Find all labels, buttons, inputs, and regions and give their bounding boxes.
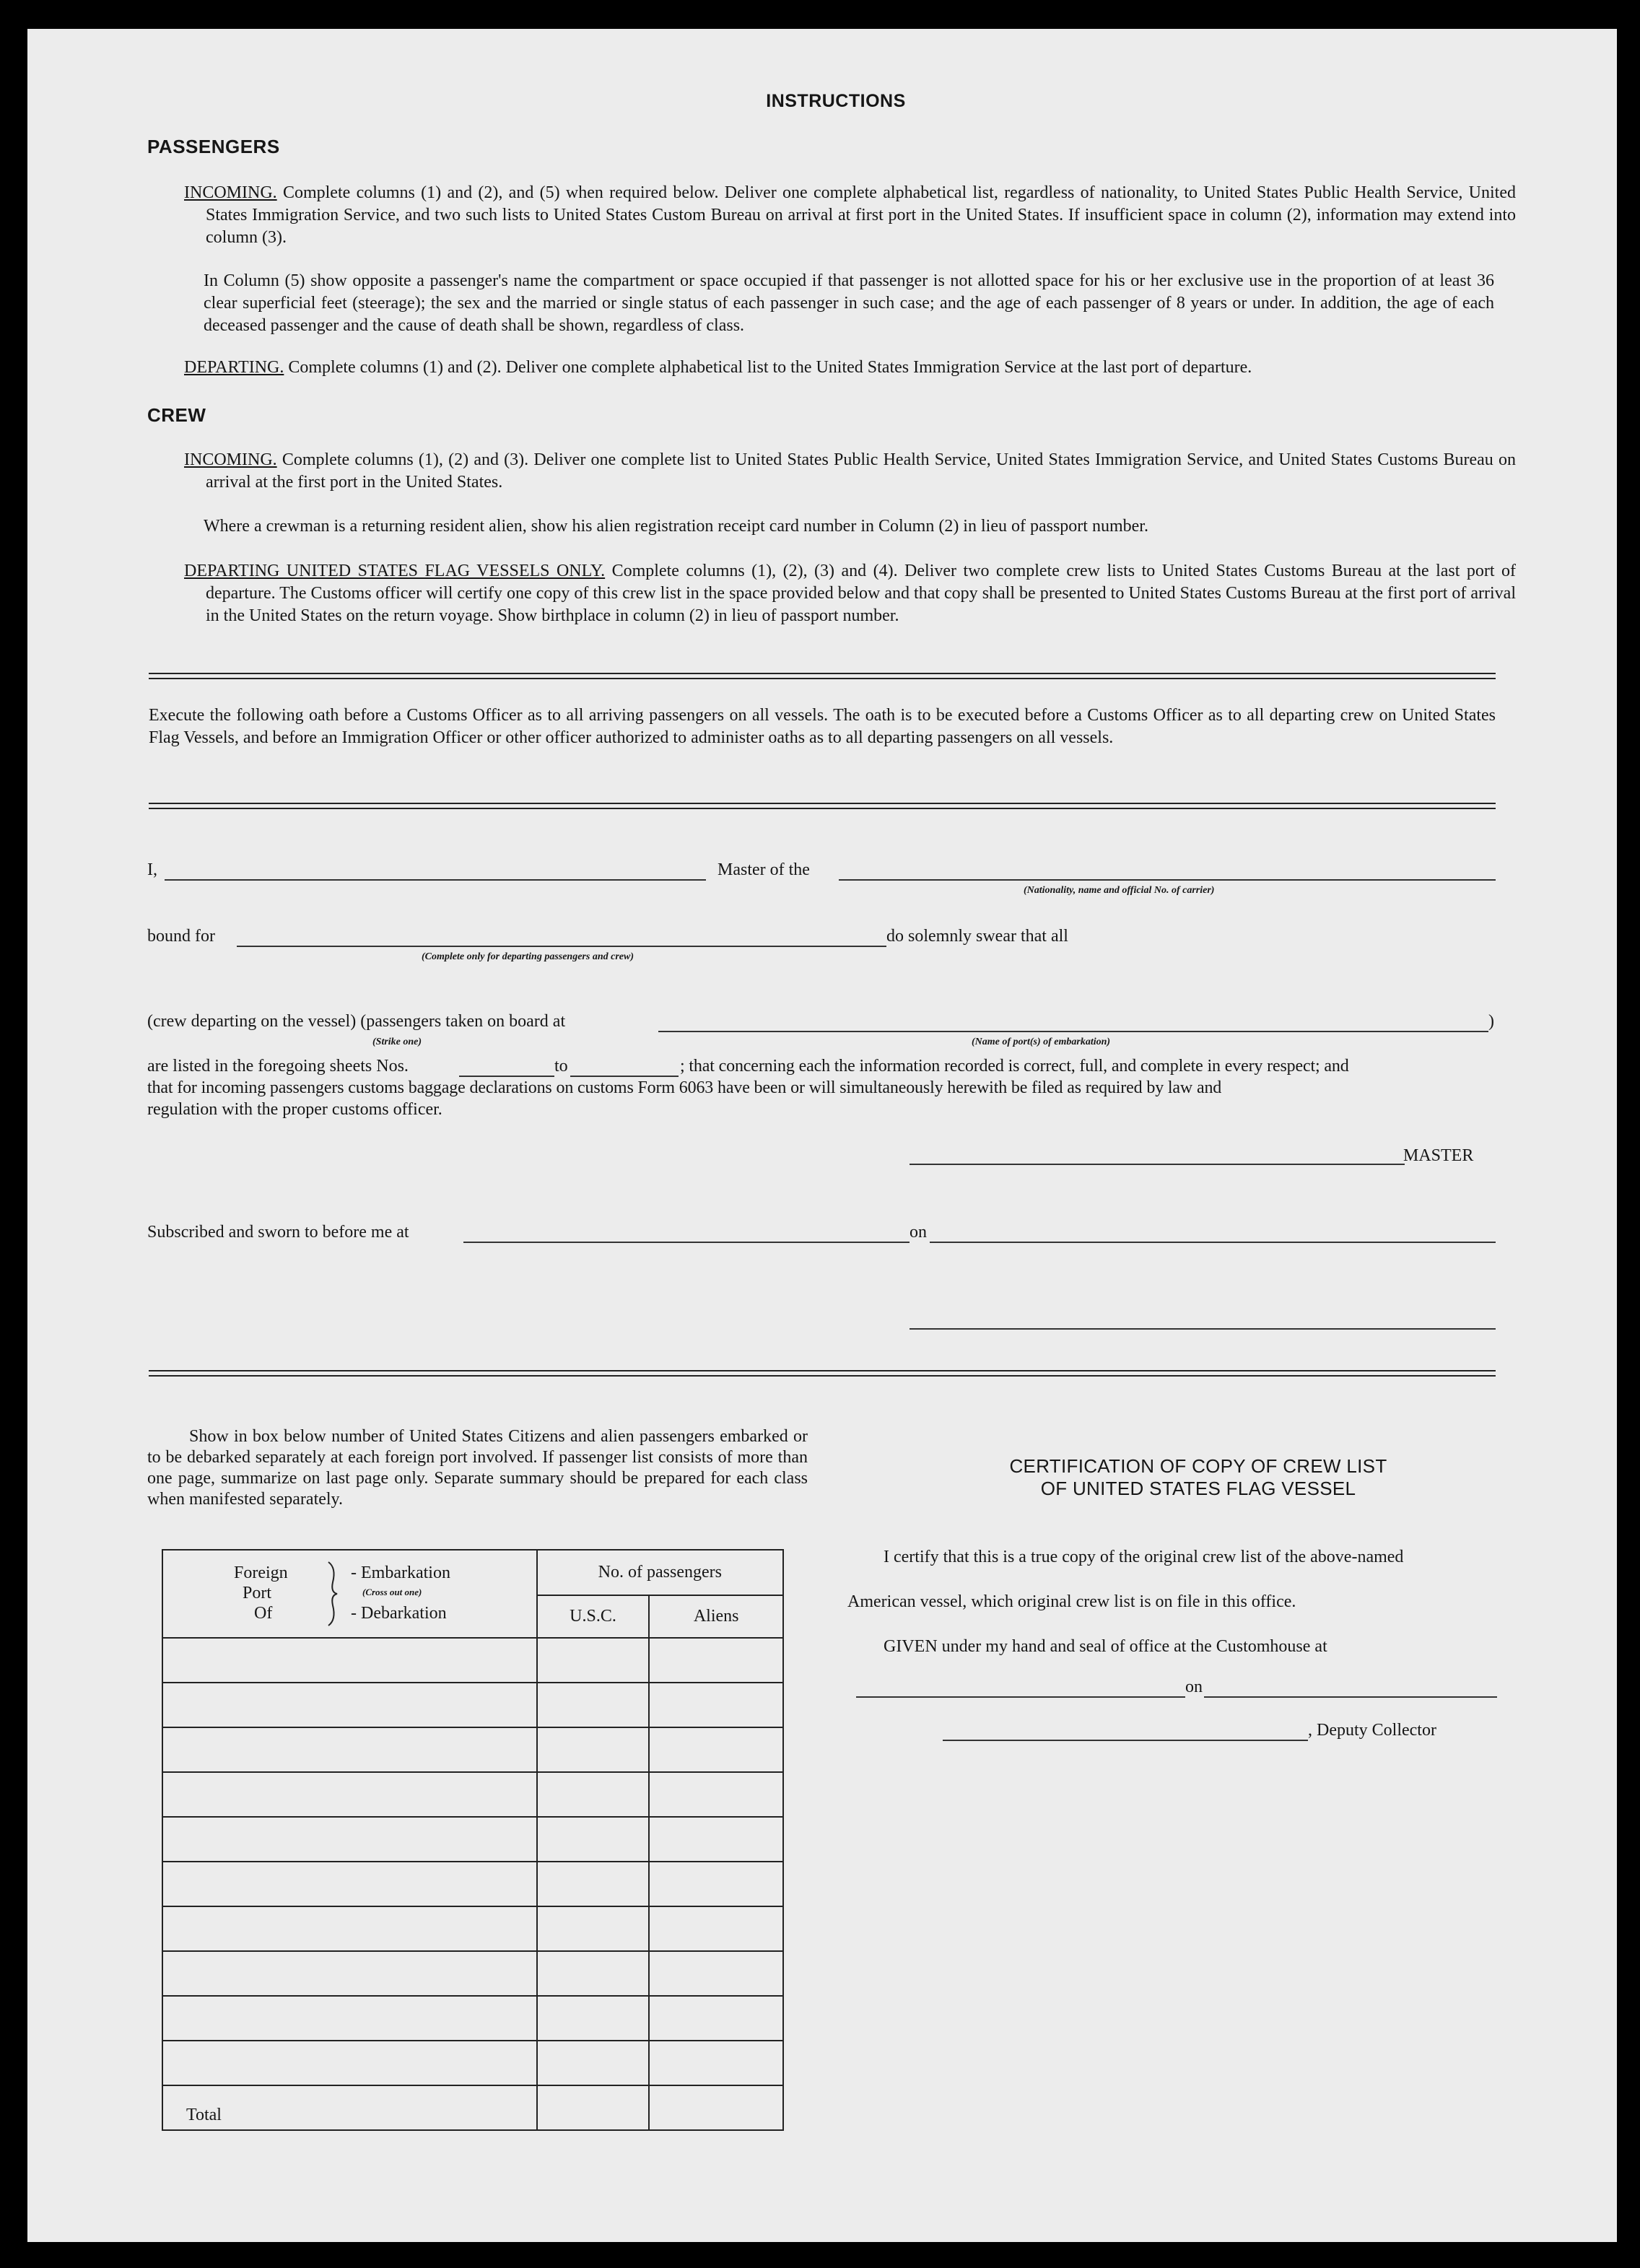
usc-cell[interactable]: [537, 1862, 650, 1906]
carrier-caption: (Nationality, name and official No. of carrier): [1024, 885, 1215, 896]
aliens-header: Aliens: [649, 1595, 783, 1638]
listed-to: to: [554, 1057, 568, 1076]
passengers-heading: PASSENGERS: [147, 136, 280, 157]
usc-cell[interactable]: [537, 1906, 650, 1951]
usc-cell[interactable]: [537, 1996, 650, 2041]
crew-incoming-lead: INCOMING.: [184, 450, 277, 469]
port-cell[interactable]: [162, 1817, 537, 1862]
aliens-cell[interactable]: [649, 1951, 783, 1996]
master-signature-field[interactable]: [910, 1164, 1405, 1165]
aliens-cell[interactable]: [649, 1906, 783, 1951]
close-paren: ): [1488, 1012, 1494, 1031]
usc-header: U.S.C.: [537, 1595, 650, 1638]
certification-title: [910, 1455, 1487, 1500]
summary-instructions: Show in box below number of United States Citizens and alien passengers embarked or to be debarked separately at each foreign port involved. If passenger list consists of more than one page, summarize on last page only. Separate summary should be prepared for each class when manifested separately.: [147, 1427, 808, 1509]
master-label: MASTER: [1403, 1146, 1474, 1165]
usc-cell[interactable]: [537, 2041, 650, 2085]
embarkation-option[interactable]: - Embarkation: [351, 1563, 450, 1582]
swear-text: do solemnly swear that all: [886, 927, 1068, 946]
total-aliens-cell[interactable]: [649, 2085, 783, 2130]
aliens-cell[interactable]: [649, 1996, 783, 2041]
listed-prefix: are listed in the foregoing sheets Nos.: [147, 1057, 409, 1076]
passengers-departing-lead: DEPARTING.: [184, 358, 284, 377]
usc-cell[interactable]: [537, 1772, 650, 1817]
usc-cell[interactable]: [537, 1951, 650, 1996]
oath-instructions: Execute the following oath before a Customs Officer as to all arriving passengers on all vessels. The oath is to be executed before a Customs Officer as to all departing crew on United States Flag Vessels, and before an Immigration Officer or other officer authorized to administer oaths as to all departing passengers on all vessels.: [149, 706, 1496, 747]
master-name-field[interactable]: [165, 879, 706, 881]
section-divider: [149, 673, 1496, 679]
bound-for-field[interactable]: [237, 946, 886, 947]
brace-icon: [326, 1561, 339, 1627]
embarkation-port-caption: (Name of port(s) of embarkation): [972, 1037, 1111, 1047]
subscribed-date-field[interactable]: [930, 1242, 1496, 1243]
deputy-collector-label: , Deputy Collector: [1308, 1721, 1436, 1740]
port-cell[interactable]: [162, 2041, 537, 2085]
port-cell[interactable]: [162, 1951, 537, 1996]
column5-note: In Column (5) show opposite a passenger's name the compartment or space occupied if that passenger is not allotted space for his or her exclusive use in the proportion of at least 36 clear superficial feet (steerage); the sex and the married or single status of each passenger in such case; and the age of each passenger of 8 years or under. In addition, the age of each deceased passenger and the cause of death shall be shown, regardless of class.: [204, 271, 1494, 335]
summary-row: [162, 1951, 783, 1996]
bound-for-label: bound for: [147, 927, 215, 946]
aliens-cell[interactable]: [649, 1638, 783, 1683]
oath-line-2: that for incoming passengers customs baggage declarations on customs Form 6063 have been or will simultaneously herewith be filed as required by law and: [147, 1078, 1222, 1097]
crew-incoming-instructions: [184, 449, 1516, 494]
listed-suffix: ; that concerning each the information recorded is correct, full, and complete in every respect; and: [680, 1057, 1349, 1076]
aliens-cell[interactable]: [649, 2041, 783, 2085]
usc-cell[interactable]: [537, 1683, 650, 1727]
summary-row: [162, 1772, 783, 1817]
certification-date-field[interactable]: [1204, 1696, 1497, 1698]
oath-line-3: regulation with the proper customs officer.: [147, 1100, 442, 1119]
crew-departing-text: (crew departing on the vessel) (passengers taken on board at: [147, 1012, 566, 1031]
port-cell[interactable]: [162, 1906, 537, 1951]
aliens-cell[interactable]: [649, 1772, 783, 1817]
no-passengers-header: No. of passengers: [537, 1550, 783, 1595]
subscribed-place-field[interactable]: [463, 1242, 910, 1243]
total-label: Total: [162, 2085, 537, 2130]
usc-cell[interactable]: [537, 1817, 650, 1862]
certify-text: I certify that this is a true copy of the original crew list of the above-named: [884, 1548, 1404, 1566]
cross-out-caption: (Cross out one): [362, 1587, 422, 1597]
summary-row: [162, 1638, 783, 1683]
foreign-label: Foreign: [234, 1563, 288, 1582]
bound-for-caption: (Complete only for departing passengers and crew): [422, 951, 634, 962]
passengers-departing-instructions: [184, 357, 1516, 379]
summary-row: [162, 1727, 783, 1772]
crew-heading: CREW: [147, 404, 206, 426]
summary-row: [162, 1817, 783, 1862]
subscribed-label: Subscribed and sworn to before me at: [147, 1223, 409, 1242]
debarkation-option[interactable]: - Debarkation: [351, 1604, 447, 1623]
port-cell[interactable]: [162, 1996, 537, 2041]
summary-row: [162, 1906, 783, 1951]
crew-departing-flag-lead: DEPARTING UNITED STATES FLAG VESSELS ONLY.: [184, 562, 606, 580]
summary-row: [162, 1996, 783, 2041]
summary-row: [162, 2041, 783, 2085]
passengers-incoming-text: Complete columns (1) and (2), and (5) when required below. Deliver one complete alphabetical list, regardless of nationality, to United States Public Health Service, United States Immigration Service, and two such lists to United States Custom Bureau on arrival at first port in the United States. If insufficient space in column (2), information may extend into column (3).: [206, 183, 1516, 247]
summary-row: [162, 1683, 783, 1727]
total-row: [162, 2085, 783, 2130]
sheet-to-field[interactable]: [570, 1076, 679, 1077]
port-cell[interactable]: [162, 1772, 537, 1817]
oath-i-label: I,: [147, 860, 157, 879]
crew-resident-note: Where a crewman is a returning resident alien, show his alien registration receipt card number in Column (2) in lieu of passport number.: [204, 517, 1148, 536]
of-label: Of: [254, 1604, 273, 1623]
certification-title-line2: OF UNITED STATES FLAG VESSEL: [1040, 1478, 1356, 1499]
oath-divider: [149, 803, 1496, 809]
passengers-incoming-lead: INCOMING.: [184, 183, 277, 202]
port-cell[interactable]: [162, 1862, 537, 1906]
aliens-cell[interactable]: [649, 1817, 783, 1862]
passenger-summary-table: [162, 1549, 784, 2131]
usc-cell[interactable]: [537, 1727, 650, 1772]
summary-row: [162, 1862, 783, 1906]
american-vessel-text: American vessel, which original crew list is on file in this office.: [847, 1592, 1296, 1611]
crew-departing-flag-instructions: [184, 560, 1516, 627]
embarkation-port-field[interactable]: [658, 1031, 1488, 1032]
port-label: Port: [243, 1584, 272, 1602]
port-cell[interactable]: [162, 1638, 537, 1683]
form-page: [27, 29, 1617, 2242]
subscribed-on-label: on: [910, 1223, 927, 1242]
crew-departing-flag-text: Complete columns (1), (2), (3) and (4). Deliver two complete crew lists to United States Customs Bureau at the last port of departure. The Customs officer will certify one copy of this crew list in the space provided below and that copy shall be presented to United States Customs Bureau at the first port of arrival in the United States on the return voyage. Show birthplace in column (2) in lieu of passport number.: [206, 562, 1516, 625]
strike-caption: (Strike one): [372, 1037, 422, 1047]
passengers-departing-text: Complete columns (1) and (2). Deliver one complete alphabetical list to the United States Immigration Service at the last port of departure.: [284, 358, 1252, 377]
bottom-divider: [149, 1370, 1496, 1377]
aliens-cell[interactable]: [649, 1683, 783, 1727]
aliens-cell[interactable]: [649, 1862, 783, 1906]
given-text: GIVEN under my hand and seal of office at the Customhouse at: [884, 1637, 1327, 1656]
deputy-collector-signature-field[interactable]: [943, 1740, 1308, 1741]
aliens-cell[interactable]: [649, 1727, 783, 1772]
usc-cell[interactable]: [537, 1638, 650, 1683]
port-cell[interactable]: [162, 1727, 537, 1772]
carrier-field[interactable]: [839, 879, 1496, 881]
sheet-from-field[interactable]: [459, 1076, 554, 1077]
passengers-incoming-instructions: [184, 182, 1516, 249]
master-of-the-label: Master of the: [718, 860, 810, 879]
certification-on-label: on: [1185, 1678, 1203, 1696]
certification-title-line1: CERTIFICATION OF COPY OF CREW LIST: [1009, 1455, 1387, 1477]
summary-rows: [162, 1638, 783, 2085]
customhouse-place-field[interactable]: [856, 1696, 1185, 1698]
foreign-port-header: [162, 1550, 537, 1638]
instructions-title: INSTRUCTIONS: [766, 91, 906, 111]
port-cell[interactable]: [162, 1683, 537, 1727]
total-usc-cell[interactable]: [537, 2085, 650, 2130]
officer-signature-field[interactable]: [910, 1328, 1496, 1330]
crew-incoming-text: Complete columns (1), (2) and (3). Deliver one complete list to United States Public Health Service, United States Immigration Service, and United States Customs Bureau on arrival at the first port in the United States.: [206, 450, 1516, 492]
